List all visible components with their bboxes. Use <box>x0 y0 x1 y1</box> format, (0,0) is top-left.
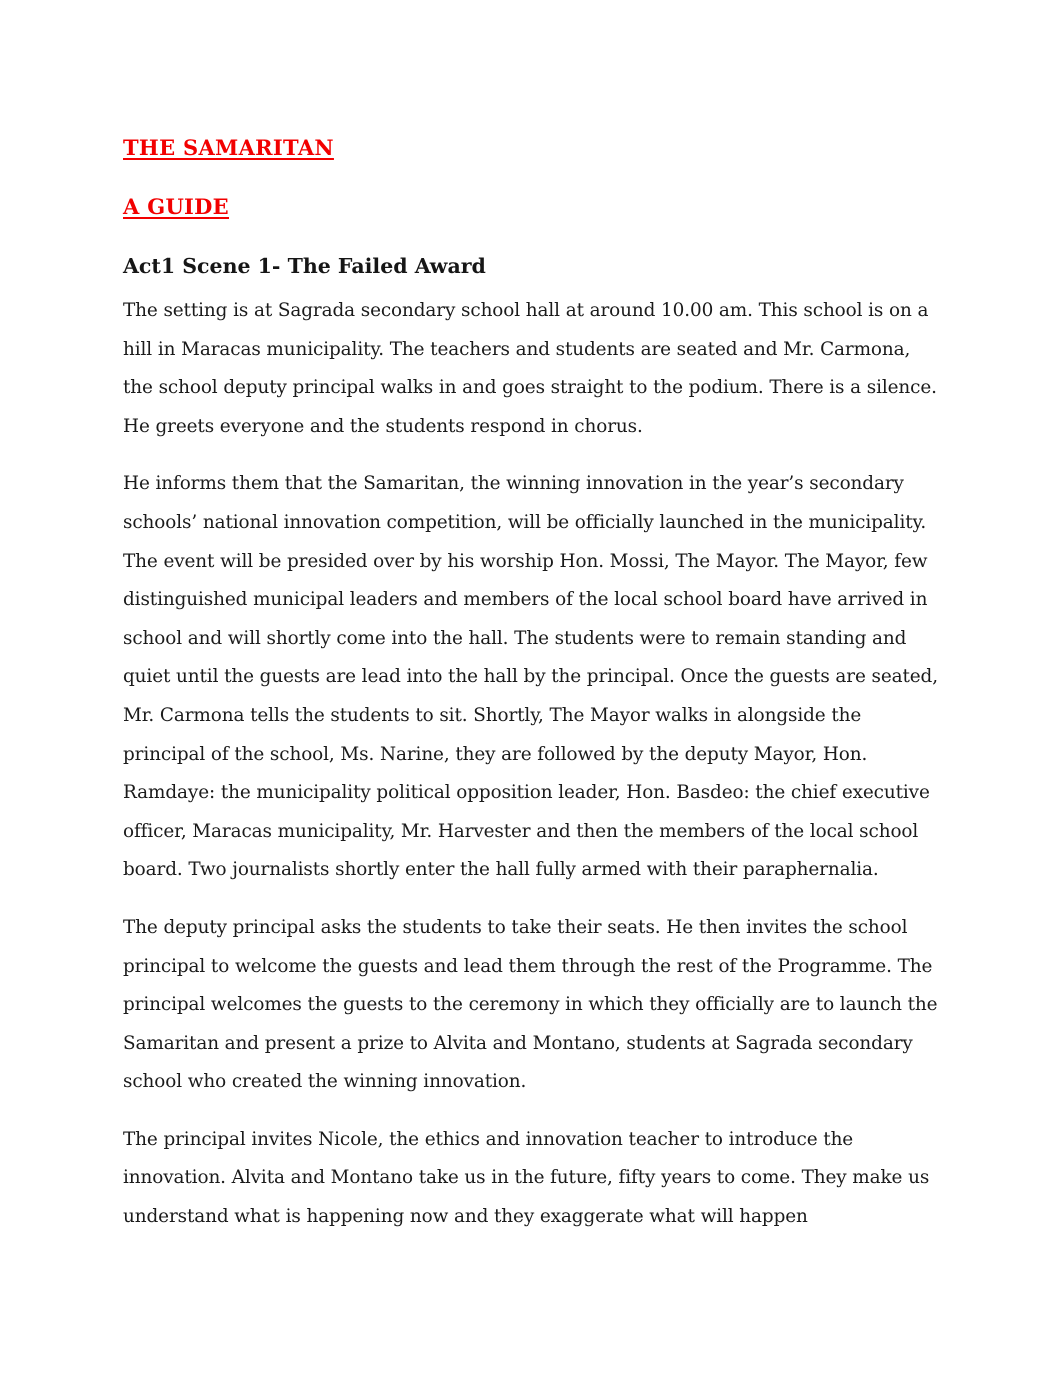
scene-heading: Act1 Scene 1- The Failed Award <box>123 254 486 278</box>
document-subtitle: A GUIDE <box>123 194 229 219</box>
document-title: THE SAMARITAN <box>123 135 334 160</box>
paragraph-announcement: He informs them that the Samaritan, the winning innovation in the year’s secondary schools’ national innovation competition, will be officially launched in the municipality. The event will be presided over by his worship Hon. Mossi, The Mayor. The Mayor, few distinguished municipal leaders and members of the local school board have arrived in school and will shortly come into the hall. The students were to remain standing and quiet until the guests are lead into the hall by the principal. Once the guests are seated, Mr. Carmona tells the students to sit. Shortly, The Mayor walks in alongside the principal of the school, Ms. Narine, they are followed by the deputy Mayor, Hon. Ramdaye: the municipality political opposition leader, Hon. Basdeo: the chief executive officer, Maracas municipality, Mr. Harvester and then the members of the local school board. Two journalists shortly enter the hall fully armed with their paraphernalia. <box>123 473 938 881</box>
paragraph-introduction: The principal invites Nicole, the ethics and innovation teacher to introduce the innovation. Alvita and Montano take us in the future, fifty years to come. They make us understand what is happening now and they exaggerate what will happen <box>123 1128 930 1228</box>
paragraph-setting: The setting is at Sagrada secondary school hall at around 10.00 am. This school is on a hill in Maracas municipality. The teachers and students are seated and Mr. Carmona, the school deputy principal walks in and goes straight to the podium. There is a silence. He greets everyone and the students respond in chorus. <box>123 300 937 437</box>
paragraph-welcome: The deputy principal asks the students to take their seats. He then invites the school principal to welcome the guests and lead them through the rest of the Programme. The principal welcomes the guests to the ceremony in which they officially are to launch the Samaritan and present a prize to Alvita and Montano, students at Sagrada secondary school who created the winning innovation. <box>123 916 938 1093</box>
document-body <box>123 292 942 1237</box>
